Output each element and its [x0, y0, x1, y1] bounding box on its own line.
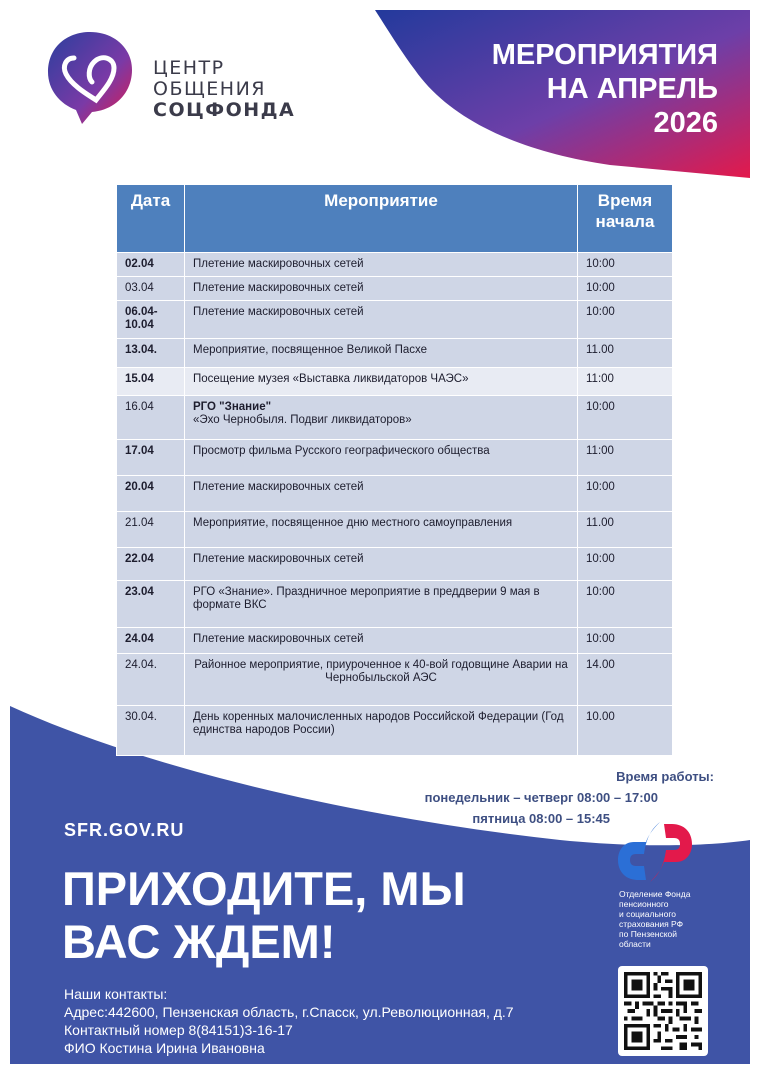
contacts-block — [64, 985, 514, 1057]
row-time: 10:00 — [578, 277, 673, 301]
table-header-row — [117, 185, 673, 253]
sfr-caption-line: Отделение Фонда — [619, 889, 691, 899]
table-row — [117, 706, 673, 756]
row-time: 10:00 — [578, 301, 673, 339]
sfr-caption-line: и социального — [619, 909, 676, 919]
table-row — [117, 440, 673, 476]
logo-line-2: ОБЩЕНИЯ — [153, 78, 266, 100]
sfr-caption-line: по Пензенской — [619, 929, 677, 939]
row-date: 30.04. — [117, 706, 185, 756]
row-date: 06.04-10.04 — [117, 301, 185, 339]
row-event: Плетение маскировочных сетей — [185, 476, 578, 512]
qr-code[interactable] — [618, 966, 708, 1056]
header-date: Дата — [117, 185, 185, 253]
title-line-3: 2026 — [653, 107, 718, 139]
row-event: Плетение маскировочных сетей — [185, 548, 578, 581]
page-title — [418, 38, 718, 140]
row-event: Просмотр фильма Русского географического общества — [185, 440, 578, 476]
working-hours-friday: пятница 08:00 – 15:45 — [472, 811, 610, 826]
row-event: Районное мероприятие, приуроченное к 40-вой годовщине Аварии на Чернобыльской АЭС — [185, 654, 578, 706]
row-event — [185, 396, 578, 440]
row-date: 16.04 — [117, 396, 185, 440]
table-row — [117, 476, 673, 512]
table-row — [117, 396, 673, 440]
row-time: 10:00 — [578, 476, 673, 512]
table-row — [117, 368, 673, 396]
table-row — [117, 628, 673, 654]
contacts-person: ФИО Костина Ирина Ивановна — [64, 1040, 265, 1056]
table-row — [117, 512, 673, 548]
row-event: День коренных малочисленных народов Российской Федерации (Год единства народов России) — [185, 706, 578, 756]
contacts-address: Адрес:442600, Пензенская область, г.Спасск, ул.Революционная, д.7 — [64, 1004, 514, 1020]
row-date: 03.04 — [117, 277, 185, 301]
table-row — [117, 548, 673, 581]
header-event: Мероприятие — [185, 185, 578, 253]
logo-line-3: СОЦФОНДА — [153, 99, 296, 121]
row-event-subtitle: «Эхо Чернобыля. Подвиг ликвидаторов» — [193, 414, 412, 426]
row-date: 20.04 — [117, 476, 185, 512]
events-table — [116, 184, 673, 756]
row-time: 11:00 — [578, 440, 673, 476]
row-date: 15.04 — [117, 368, 185, 396]
row-event-title: РГО "Знание" — [193, 401, 272, 413]
row-date: 24.04 — [117, 628, 185, 654]
contacts-phone: Контактный номер 8(84151)3-16-17 — [64, 1022, 293, 1038]
logo-line-1: ЦЕНТР — [153, 57, 225, 79]
logo-text — [153, 58, 295, 121]
row-time: 10:00 — [578, 253, 673, 277]
table-row — [117, 253, 673, 277]
row-date: 13.04. — [117, 339, 185, 368]
website-link[interactable]: SFR.GOV.RU — [64, 820, 185, 840]
row-date: 23.04 — [117, 581, 185, 628]
row-event: Плетение маскировочных сетей — [185, 253, 578, 277]
contacts-heading: Наши контакты: — [64, 986, 168, 1002]
row-event: Плетение маскировочных сетей — [185, 628, 578, 654]
row-event: Мероприятие, посвященное Великой Пасхе — [185, 339, 578, 368]
qr-code-icon — [624, 972, 702, 1050]
table-row — [117, 301, 673, 339]
row-time: 10.00 — [578, 706, 673, 756]
row-date: 17.04 — [117, 440, 185, 476]
sfr-caption-line: страхования РФ — [619, 919, 684, 929]
row-date: 22.04 — [117, 548, 185, 581]
table-row — [117, 277, 673, 301]
row-event: Мероприятие, посвященное дню местного самоуправления — [185, 512, 578, 548]
table-row — [117, 581, 673, 628]
row-time: 11.00 — [578, 339, 673, 368]
table-row — [117, 339, 673, 368]
sfr-logo-icon — [614, 818, 696, 886]
row-time: 11.00 — [578, 512, 673, 548]
row-time: 10:00 — [578, 548, 673, 581]
table-row — [117, 654, 673, 706]
title-line-2: НА АПРЕЛЬ — [546, 73, 718, 105]
header-time: Время начала — [578, 185, 673, 253]
row-time: 10:00 — [578, 581, 673, 628]
working-hours-title: Время работы: — [616, 769, 714, 784]
sfr-caption-line: пенсионного — [619, 899, 669, 909]
row-time: 11:00 — [578, 368, 673, 396]
row-event: Плетение маскировочных сетей — [185, 277, 578, 301]
sfr-caption — [619, 889, 709, 949]
row-date: 24.04. — [117, 654, 185, 706]
row-date: 21.04 — [117, 512, 185, 548]
sfr-caption-line: области — [619, 939, 651, 949]
row-event: Посещение музея «Выставка ликвидаторов ЧАЭС» — [185, 368, 578, 396]
working-hours-weekdays: понедельник – четверг 08:00 – 17:00 — [424, 790, 658, 805]
slogan-line-1: ПРИХОДИТЕ, МЫ — [62, 862, 466, 915]
row-date: 02.04 — [117, 253, 185, 277]
title-line-1: МЕРОПРИЯТИЯ — [491, 39, 718, 71]
slogan — [62, 862, 466, 968]
heart-chat-logo-icon — [44, 28, 136, 126]
row-time: 10:00 — [578, 396, 673, 440]
row-event: РГО «Знание». Праздничное мероприятие в преддверии 9 мая в формате ВКС — [185, 581, 578, 628]
row-event: Плетение маскировочных сетей — [185, 301, 578, 339]
slogan-line-2: ВАС ЖДЕМ! — [62, 915, 336, 968]
row-time: 14.00 — [578, 654, 673, 706]
row-time: 10:00 — [578, 628, 673, 654]
